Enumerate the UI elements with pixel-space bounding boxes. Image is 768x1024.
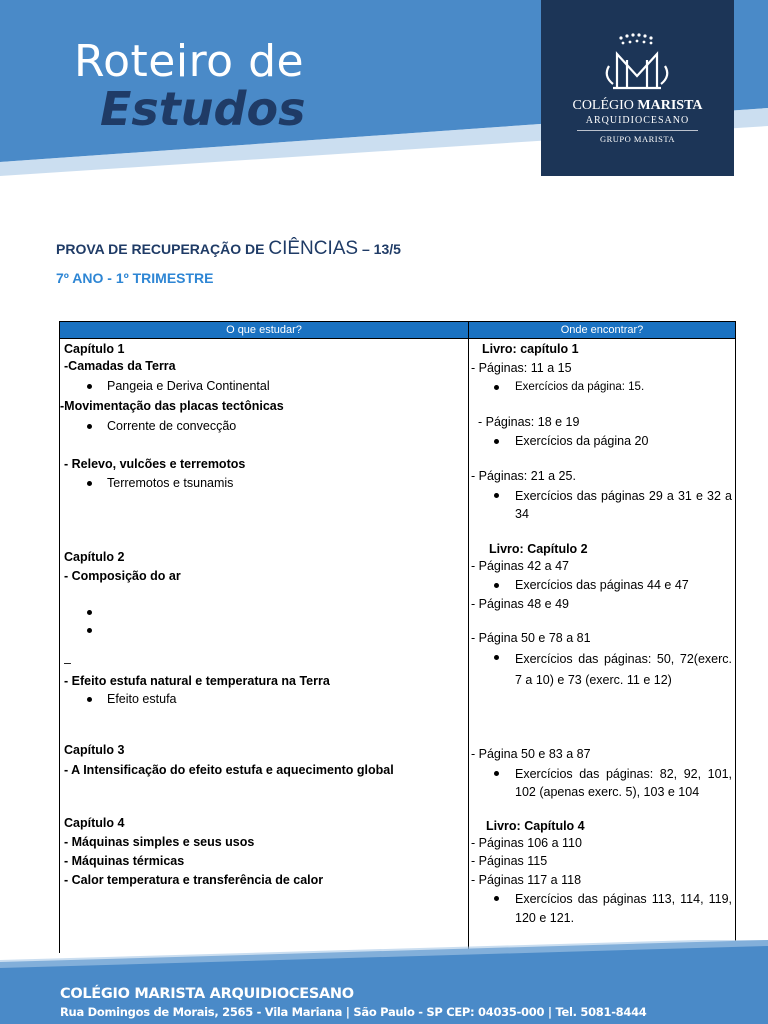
bullet-icon [494,771,499,776]
pages-line: - Páginas: 11 a 15 [471,361,572,375]
footer-address: Rua Domingos de Morais, 2565 - Vila Mariana | São Paulo - SP CEP: 04035-000 | Tel. 5081-8444 [60,1005,647,1019]
topic-bullet: Corrente de convecção [107,419,237,433]
exercise-bullet: Exercícios da página 20 [515,434,649,448]
topic-line: - Máquinas térmicas [64,854,185,868]
pages-line: - Páginas 42 a 47 [471,559,569,573]
exercise-bullet: Exercícios das páginas: 50, 72(exerc. 7 a 10) e 73 (exerc. 11 e 12) [515,652,732,687]
book-chapter-4: Livro: Capítulo 4 [486,819,585,833]
book-chapter-2: Livro: Capítulo 2 [489,542,588,556]
exercise-bullet: Exercícios da página: 15. [515,381,645,393]
book-chapter-1: Livro: capítulo 1 [482,342,579,356]
study-table [59,321,736,953]
exercise-bullet: Exercícios das páginas 44 e 47 [515,578,689,592]
bullet-icon [494,493,499,498]
logo-divider [577,130,698,131]
topic-line: - Calor temperatura e transferência de calor [64,873,324,887]
exam-title [56,238,401,260]
exam-title-prefix: PROVA DE RECUPERAÇÃO DE [56,241,269,257]
chapter-1-title: Capítulo 1 [64,342,125,356]
topic-bullet: Efeito estufa [107,692,177,706]
bullet-icon [87,424,92,429]
bullet-icon [494,896,499,901]
logo-sub: ARQUIDIOCESANO [585,115,690,126]
title-roteiro: Roteiro de [74,36,305,87]
logo-name-colegio: COLÉGIO [572,98,634,113]
pages-line: - Páginas: 21 a 25. [471,469,576,483]
bullet-icon [87,481,92,486]
chapter-3-title: Capítulo 3 [64,743,125,757]
pages-line: - Páginas 117 a 118 [471,873,582,887]
bullet-icon [494,439,499,444]
topic-bullet: Pangeia e Deriva Continental [107,379,270,393]
grade-term: 7º ANO - 1º TRIMESTRE [56,270,214,286]
pages-line: - Página 50 e 78 a 81 [471,631,591,645]
bullet-icon [87,628,92,633]
title-estudos: Estudos [100,82,306,136]
pages-line: - Páginas 48 e 49 [471,597,569,611]
school-logo [541,0,734,176]
bullet-icon [494,385,499,390]
topic-line: - Máquinas simples e seus usos [64,835,255,849]
exam-subject: CIÊNCIAS [268,238,359,259]
exercise-bullet: Exercícios das páginas 113, 114, 119, 120 e 121. [515,892,732,925]
logo-name-marista: MARISTA [637,98,703,113]
topic-line: -Camadas da Terra [64,359,176,373]
pages-line: - Páginas 115 [471,854,548,868]
bullet-icon [494,655,499,660]
exam-date: – 13/5 [358,241,401,257]
topic-line: - Composição do ar [64,569,181,583]
bullet-icon [494,583,499,588]
bullet-icon [87,384,92,389]
col-header-where: Onde encontrar? [469,322,735,339]
pages-line: - Página 50 e 83 a 87 [471,747,591,761]
topic-line: - Relevo, vulcões e terremotos [64,457,246,471]
col-header-what: O que estudar? [60,322,468,339]
chapter-2-title: Capítulo 2 [64,550,125,564]
chapter-4-title: Capítulo 4 [64,816,125,830]
footer-school: COLÉGIO MARISTA ARQUIDIOCESANO [60,986,354,1002]
exercise-bullet: Exercícios das páginas 29 a 31 e 32 a 34 [515,489,732,521]
dash-mark: – [64,656,71,670]
topic-line: - A Intensificação do efeito estufa e aquecimento global [64,763,394,777]
pages-line: - Páginas 106 a 110 [471,836,582,850]
pages-line: - Páginas: 18 e 19 [478,415,580,429]
logo-group: GRUPO MARISTA [599,134,675,144]
bullet-icon [87,610,92,615]
column-divider [468,322,469,953]
topic-bullet: Terremotos e tsunamis [107,476,234,490]
bullet-icon [87,697,92,702]
exercise-bullet: Exercícios das páginas: 82, 92, 101, 102 (apenas exerc. 5), 103 e 104 [515,767,732,799]
topic-line: - Efeito estufa natural e temperatura na Terra [64,674,330,688]
marist-monogram-icon [541,30,734,94]
topic-line: -Movimentação das placas tectônicas [60,399,284,413]
